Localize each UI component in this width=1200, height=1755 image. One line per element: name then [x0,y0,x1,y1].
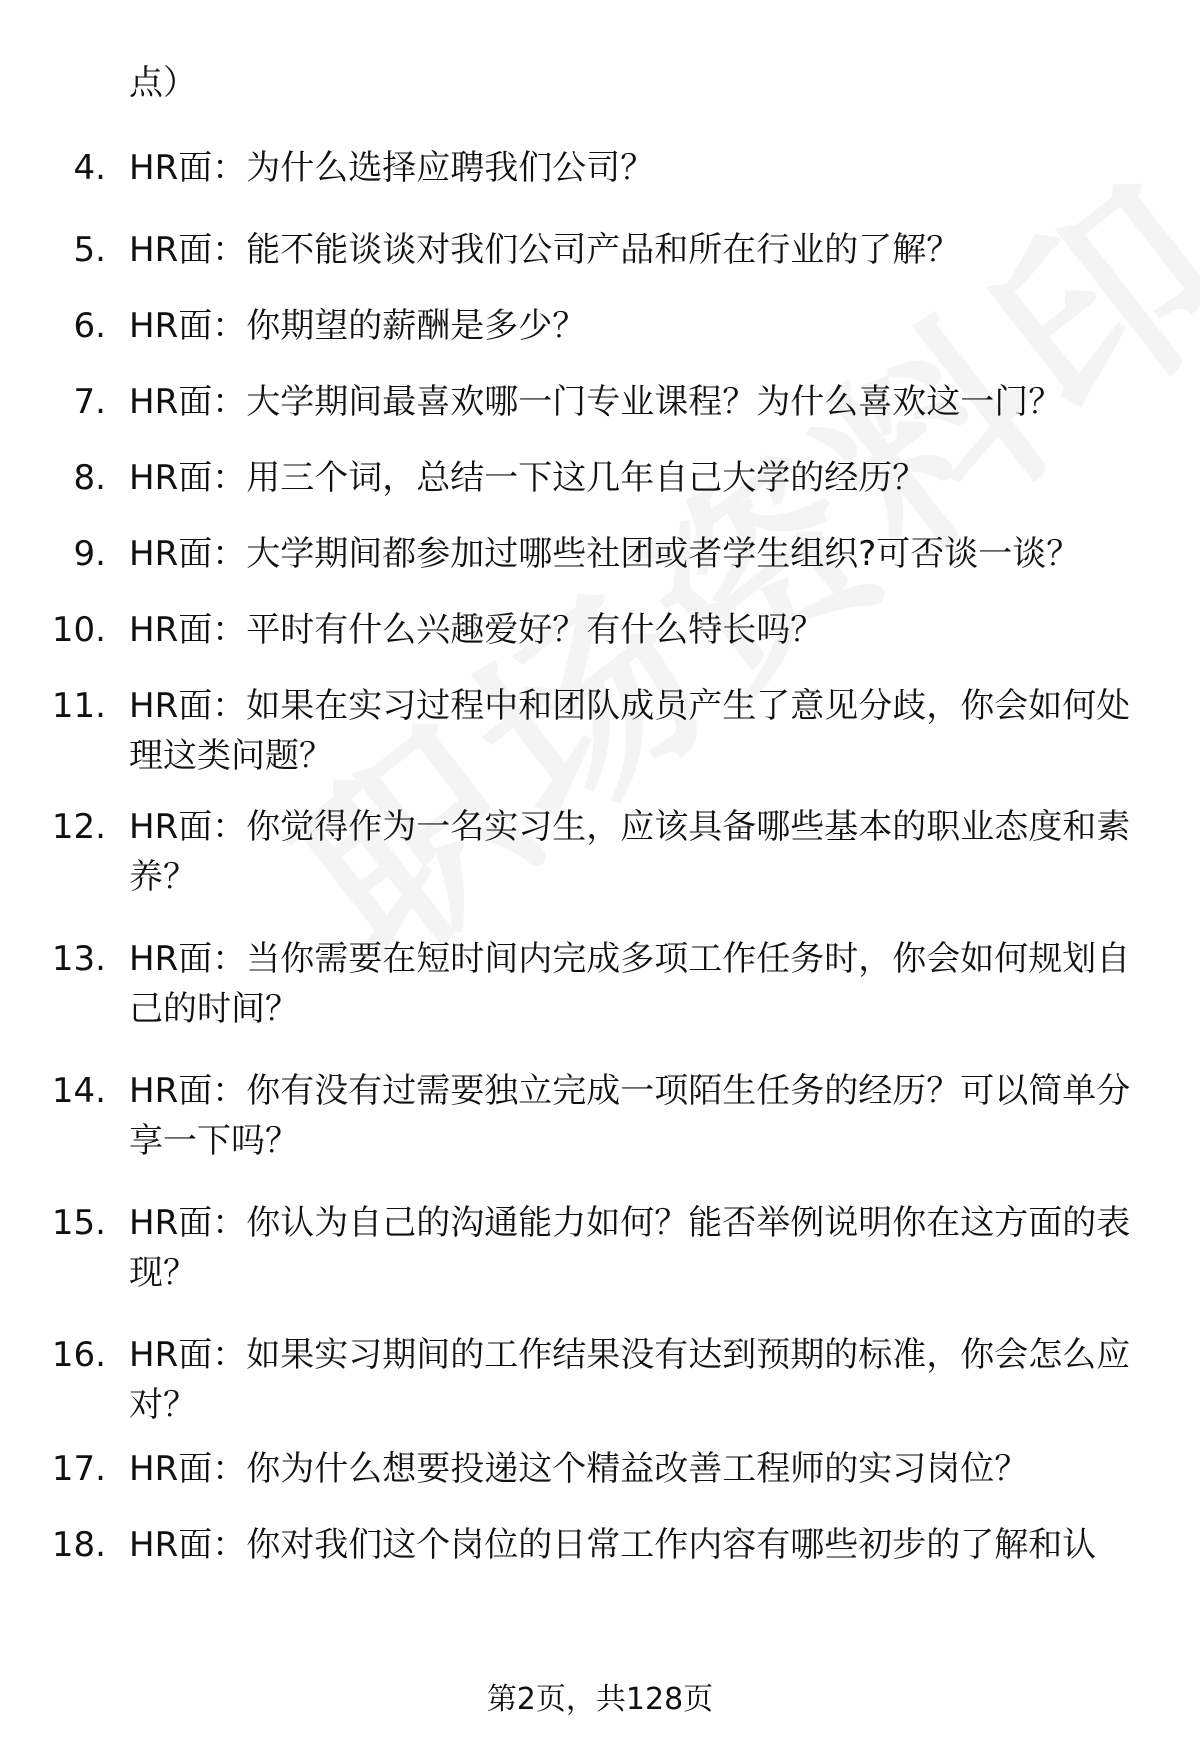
question-item [0,225,1200,301]
question-text: HR面：你有没有过需要独立完成一项陌生任务的经历？可以简单分享一下吗？ [129,1071,1131,1161]
question-item [0,377,1200,453]
question-text: HR面：用三个词，总结一下这几年自己大学的经历？ [129,458,927,498]
question-item [0,1330,1200,1444]
question-number: 16. [51,1335,106,1375]
question-number: 12. [51,807,106,847]
question-text: HR面：能不能谈谈对我们公司产品和所在行业的了解？ [129,230,961,270]
question-item [0,1520,1200,1576]
question-text: HR面：如果实习期间的工作结果没有达到预期的标准，你会怎么应对？ [129,1335,1131,1425]
question-text: HR面：你对我们这个岗位的日常工作内容有哪些初步的了解和认 [129,1525,1097,1565]
question-number: 8. [73,458,106,498]
question-item [0,529,1200,605]
question-number: 18. [51,1525,106,1565]
question-text: HR面：如果在实习过程中和团队成员产生了意见分歧，你会如何处理这类问题？ [129,686,1131,776]
question-text: HR面：你觉得作为一名实习生，应该具备哪些基本的职业态度和素养？ [129,807,1131,897]
question-text: HR面：大学期间最喜欢哪一门专业课程？为什么喜欢这一门？ [129,382,1063,422]
question-number: 5. [73,230,106,270]
question-text: HR面：你期望的薪酬是多少？ [129,306,587,346]
question-number: 7. [73,382,106,422]
question-text: HR面：平时有什么兴趣爱好？有什么特长吗？ [129,610,825,650]
question-number: 6. [73,306,106,346]
question-list [0,143,1200,1576]
page-footer: 第2页，共128页 [486,1682,714,1717]
question-number: 9. [73,534,106,574]
question-item [0,453,1200,529]
question-text: HR面：你认为自己的沟通能力如何？能否举例说明你在这方面的表现？ [129,1203,1131,1293]
continuation-text: 点） [129,63,197,103]
question-text: HR面：当你需要在短时间内完成多项工作任务时，你会如何规划自己的时间？ [129,939,1131,1029]
question-item [0,605,1200,681]
question-number: 10. [51,610,106,650]
question-item [0,1444,1200,1520]
question-number: 15. [51,1203,106,1243]
question-text: HR面：你为什么想要投递这个精益改善工程师的实习岗位？ [129,1449,1029,1489]
question-item [0,681,1200,802]
question-item [0,934,1200,1066]
question-text: HR面：大学期间都参加过哪些社团或者学生组织?可否谈一谈？ [129,534,1081,574]
question-number: 13. [51,939,106,979]
question-item [0,1198,1200,1330]
question-number: 4. [73,148,106,188]
question-item [0,802,1200,934]
question-item [0,1066,1200,1198]
question-number: 17. [51,1449,106,1489]
question-item [0,301,1200,377]
question-number: 11. [51,686,106,726]
question-item [0,143,1200,225]
question-text: HR面：为什么选择应聘我们公司？ [129,148,655,188]
question-number: 14. [51,1071,106,1111]
